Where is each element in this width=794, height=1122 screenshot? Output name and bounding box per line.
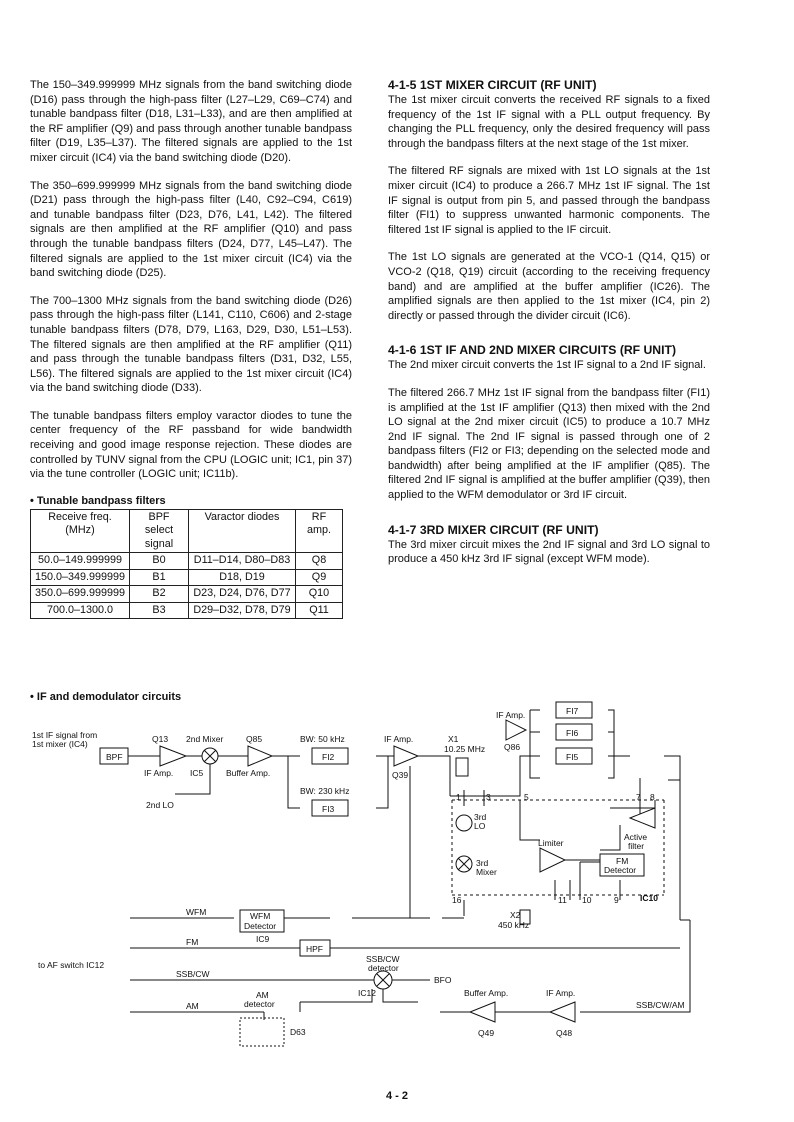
diagram-label: 2nd Mixer bbox=[186, 734, 224, 744]
diagram-title: • IF and demodulator circuits bbox=[30, 691, 182, 703]
table-cell: 150.0–349.999999 bbox=[31, 569, 130, 586]
diagram-label: BPF bbox=[106, 752, 123, 762]
diagram-label: Q39 bbox=[392, 770, 409, 780]
right-column bbox=[388, 78, 710, 580]
table-cell: Q8 bbox=[296, 553, 343, 570]
paragraph: The filtered 266.7 MHz 1st IF signal from the bandpass filter (FI1) is amplified at the 1st IF amplifier (Q13) then mixed with the 2nd LO signal at the 2nd mixer circuit (IC5) to produce a 10.7 MHz 2nd IF signal. The 2nd IF signal is passed through one of 2 bandpass filters (FI2 or FI3; depending on the selected mode and bandwidth) after being amplified at the IF amplifier (Q85). The filtered 2nd IF signal is amplified at the buffer amplifier (Q39), then applied to the WFM demodulator or 3rd IF circuit. bbox=[388, 386, 711, 502]
q86-amp-icon bbox=[506, 720, 526, 740]
diagram-label: 1 bbox=[456, 792, 461, 802]
paragraph: The 350–699.999999 MHz signals from the band switching diode (D21) pass through the high-pass filter (L40, C92–C94, C619) and tunable bandpass filter (D23, D76, L41, L42). The filtered signals are then amplified at the RF amplifier (Q10) and pass through the tunable bandpass filters (D24, D77, L45–L47). The filtered signals are applied to the 1st mixer circuit (IC4) via the band switching diode (D25). bbox=[30, 179, 352, 280]
diagram-label: SSB/CW/AM bbox=[636, 1000, 685, 1010]
q49-amp-icon bbox=[470, 1002, 495, 1022]
diagram-label: HPF bbox=[306, 944, 323, 954]
paragraph: The filtered RF signals are mixed with 1st LO signals at the 1st mixer circuit (IC4) to produce a 266.7 MHz 1st IF signal. The 1st IF signal is output from pin 5, and passed through the bandpass filter (FI1) to suppress unwanted harmonic components. The filtered 1st IF signal is applied to the IF circuit. bbox=[388, 165, 710, 236]
diagram-label: 7 bbox=[636, 792, 641, 802]
paragraph: The 3rd mixer circuit mixes the 2nd IF signal and 3rd LO signal to produce a 450 kHz 3rd IF signal (except WFM mode). bbox=[388, 538, 710, 566]
diagram-label: SSB/CW bbox=[176, 969, 210, 979]
d63-diode-icon bbox=[240, 1018, 284, 1046]
diagram-label: FI5 bbox=[566, 752, 579, 762]
diagram-label: Q85 bbox=[246, 734, 263, 744]
diagram-label: FI7 bbox=[566, 706, 579, 716]
diagram-label: WFM bbox=[250, 911, 271, 921]
paragraph: The 1st mixer circuit converts the received RF signals to a fixed frequency of the 1st IF signal with a PLL output frequency. By changing the PLL frequency, only the desired frequency will pass through the bandpass filters at the next stage of the 1st mixer. bbox=[388, 94, 710, 150]
diagram-label: 1st IF signal from bbox=[32, 730, 98, 740]
section-heading: 4-1-5 1ST MIXER CIRCUIT (RF UNIT) bbox=[388, 78, 597, 92]
diagram-label: detector bbox=[368, 963, 399, 973]
section-heading: 4-1-6 1ST IF AND 2ND MIXER CIRCUITS (RF UNIT) bbox=[388, 343, 677, 358]
diagram-label: IC5 bbox=[190, 768, 204, 778]
diagram-label: Mixer bbox=[476, 867, 497, 877]
diagram-label: 16 bbox=[452, 895, 462, 905]
diagram-label: IF Amp. bbox=[144, 768, 174, 778]
section-3rd-mixer bbox=[388, 523, 710, 567]
table-header: BPF select signal bbox=[130, 509, 189, 553]
active-filter-icon bbox=[630, 808, 655, 828]
diagram-label: FM bbox=[616, 856, 629, 866]
paragraph: The 700–1300 MHz signals from the band switching diode (D26) pass through the high-pass filter (L141, C110, C606) and 2-stage tunable bandpass filters (D78, D79, L163, D29, D30, L51–L53). The filtered signals are then amplified at the RF amplifier (Q11) and pass through the tunable bandpass filters (D31, D32, L55, L56). The filtered signals are applied to the 1st mixer circuit (IC4) via the band switching diode (D33). bbox=[30, 294, 352, 395]
table-cell: D11–D14, D80–D83 bbox=[189, 553, 296, 570]
diagram-label: 8 bbox=[650, 792, 655, 802]
table-cell: D29–D32, D78, D79 bbox=[189, 602, 296, 619]
left-column bbox=[30, 78, 352, 619]
paragraph: The 150–349.999999 MHz signals from the band switching diode (D16) pass through the high-pass filter (L27–L29, C69–C74) and tunable bandpass filter (D18, L31–L33), and are then amplified at the RF amplifier (Q9) and pass through another tunable bandpass filter (D19, L35–L37). The filtered signals are applied to the 1st mixer circuit (IC4) via the band switching diode (D20). bbox=[30, 79, 352, 164]
diagram-label: FI6 bbox=[566, 728, 579, 738]
diagram-label: 1st mixer (IC4) bbox=[32, 739, 88, 749]
diagram-label: IC9 bbox=[256, 934, 270, 944]
table-cell: 350.0–699.999999 bbox=[31, 586, 130, 603]
diagram-label: 3 bbox=[486, 792, 491, 802]
q13-amp-icon bbox=[160, 746, 186, 766]
diagram-label: D63 bbox=[290, 1027, 306, 1037]
diagram-label: FI2 bbox=[322, 752, 335, 762]
diagram-label: X1 bbox=[448, 734, 459, 744]
diagram-label: Detector bbox=[604, 865, 637, 875]
diagram-label: 10.25 MHz bbox=[444, 744, 486, 754]
diagram-label: Buffer Amp. bbox=[464, 988, 509, 998]
diagram-label: BW: 50 kHz bbox=[300, 734, 345, 744]
section-2nd-mixer bbox=[388, 343, 710, 502]
table-cell: 700.0–1300.0 bbox=[31, 602, 130, 619]
diagram-label: to AF switch IC12 bbox=[38, 960, 105, 970]
table-cell: D23, D24, D76, D77 bbox=[189, 586, 296, 603]
section-1st-mixer bbox=[388, 78, 710, 323]
table-cell: Q10 bbox=[296, 586, 343, 603]
diagram-label: AM bbox=[256, 990, 269, 1000]
table-header: Varactor diodes bbox=[189, 509, 296, 553]
diagram-label: X2 bbox=[510, 910, 521, 920]
x1-crystal-icon bbox=[456, 758, 468, 776]
table-cell: B2 bbox=[130, 586, 189, 603]
diagram-label: Detector bbox=[244, 921, 277, 931]
table-row bbox=[31, 553, 343, 570]
diagram-label: Q48 bbox=[556, 1028, 573, 1038]
if-demodulator-diagram bbox=[0, 690, 794, 1080]
table-row bbox=[31, 569, 343, 586]
table-row bbox=[31, 586, 343, 603]
table-header: Receive freq. (MHz) bbox=[31, 509, 130, 553]
table-title: • Tunable bandpass filters bbox=[30, 494, 166, 507]
diagram-label: filter bbox=[628, 841, 645, 851]
diagram-label: Limiter bbox=[538, 838, 564, 848]
table-header: RF amp. bbox=[296, 509, 343, 553]
diagram-label: Q49 bbox=[478, 1028, 495, 1038]
section-heading: 4-1-7 3RD MIXER CIRCUIT (RF UNIT) bbox=[388, 522, 599, 537]
diagram-label: 3rd bbox=[474, 812, 487, 822]
diagram-label: 2nd LO bbox=[146, 800, 174, 810]
diagram-label: Buffer Amp. bbox=[226, 768, 271, 778]
diagram-label: 450 kHz bbox=[498, 920, 530, 930]
diagram-label: Active bbox=[624, 832, 648, 842]
diagram-label: Q13 bbox=[152, 734, 169, 744]
table-cell: D18, D19 bbox=[189, 569, 296, 586]
diagram-label: SSB/CW bbox=[366, 954, 400, 964]
lo3-osc-icon bbox=[456, 815, 472, 831]
diagram-label: IF Amp. bbox=[384, 734, 414, 744]
paragraph: The 1st LO signals are generated at the VCO-1 (Q14, Q15) or VCO-2 (Q18, Q19) circuit (according to the receiving frequency band) and are amplified at the buffer amplifier (IC26). The amplified signals are then applied to the 1st mixer (IC4, pin 2) directly or passed through the divider circuit (IC6). bbox=[388, 251, 710, 322]
table-cell: B0 bbox=[130, 553, 189, 570]
diagram-label: FM bbox=[186, 937, 199, 947]
diagram-label: LO bbox=[474, 821, 486, 831]
diagram-label: 11 bbox=[558, 895, 567, 905]
q39-amp-icon bbox=[394, 746, 418, 766]
limiter-icon bbox=[540, 848, 565, 872]
diagram-label: IC10 bbox=[640, 893, 658, 903]
page-number: 4 - 2 bbox=[385, 1090, 408, 1102]
q48-amp-icon bbox=[550, 1002, 575, 1022]
diagram-label: BFO bbox=[434, 975, 452, 985]
diagram-label: WFM bbox=[186, 907, 207, 917]
table-cell: B1 bbox=[130, 569, 189, 586]
table-cell: Q11 bbox=[296, 602, 343, 619]
diagram-label: 10 bbox=[582, 895, 592, 905]
diagram-label: 9 bbox=[614, 895, 619, 905]
diagram-label: Q86 bbox=[504, 742, 521, 752]
table-cell: Q9 bbox=[296, 569, 343, 586]
table-cell: 50.0–149.999999 bbox=[31, 553, 130, 570]
diagram-label: detector bbox=[244, 999, 275, 1009]
diagram-label: 3rd bbox=[476, 858, 489, 868]
table-cell: B3 bbox=[130, 602, 189, 619]
diagram-label: IF Amp. bbox=[496, 710, 526, 720]
diagram-label: BW: 230 kHz bbox=[300, 786, 350, 796]
diagram-label: FI3 bbox=[322, 804, 335, 814]
table-header-row bbox=[31, 509, 343, 553]
paragraph: The tunable bandpass filters employ varactor diodes to tune the center frequency of the RF passband for wide bandwidth receiving and good image response rejection. These diodes are controlled by TUNV signal from the CPU (LOGIC unit; IC1, pin 37) via the tune controller (LOGIC unit; IC11b). bbox=[30, 409, 352, 481]
table-row bbox=[31, 602, 343, 619]
diagram-label: IF Amp. bbox=[546, 988, 576, 998]
q85-amp-icon bbox=[248, 746, 272, 766]
diagram-label: AM bbox=[186, 1001, 199, 1011]
diagram-label: IC12 bbox=[358, 988, 376, 998]
bpf-table bbox=[30, 509, 343, 620]
paragraph: The 2nd mixer circuit converts the 1st IF signal to a 2nd IF signal. bbox=[388, 359, 706, 372]
diagram-label: 5 bbox=[524, 792, 529, 802]
